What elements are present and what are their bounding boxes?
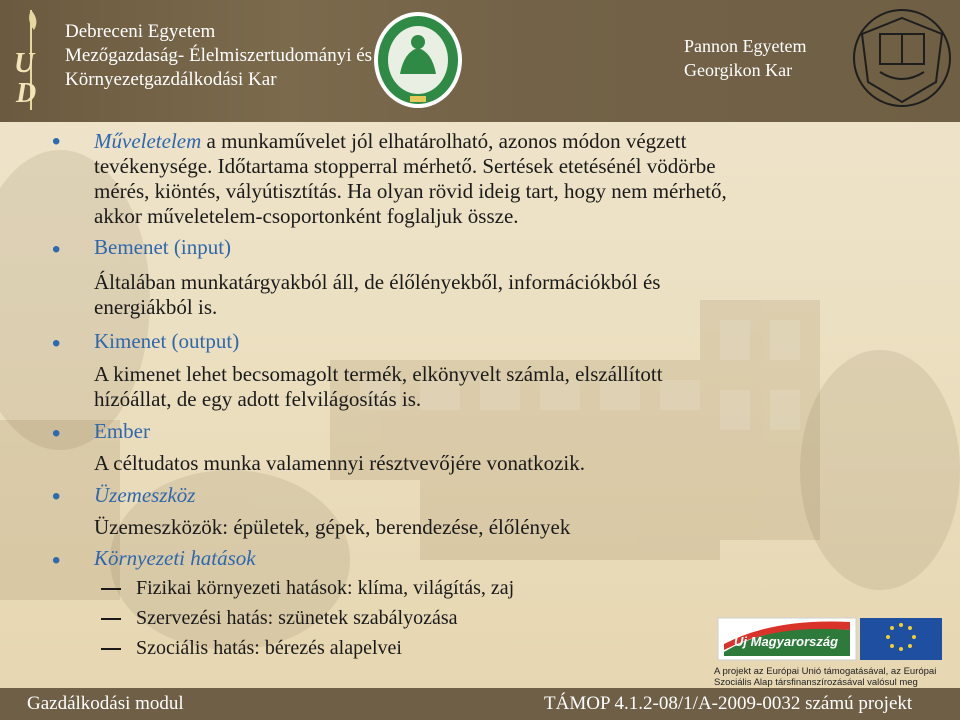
paragraph-line: energiákból is. <box>94 295 218 319</box>
paragraph-line: hízóállat, de egy adott felvilágosítás is. <box>94 387 422 411</box>
heading-kornyezeti-hatasok: Környezeti hatások <box>94 546 256 570</box>
subitem-szocialis: Szociális hatás: bérezés alapelvei <box>136 637 402 659</box>
paragraph-uzemeszkoz <box>94 515 854 540</box>
paragraph-kimenet <box>94 362 854 412</box>
heading-kimenet: Kimenet (output) <box>94 329 240 353</box>
header-left-line: Környezetgazdálkodási Kar <box>65 69 277 90</box>
bullet-icon <box>52 336 64 348</box>
paragraph-ember <box>94 451 854 476</box>
header-banner <box>0 0 960 122</box>
paragraph-bemenet <box>94 270 854 320</box>
subitem-fizikai: Fizikai környezeti hatások: klíma, világítás, zaj <box>136 577 515 599</box>
term-muveletelem: Műveletelem <box>94 129 202 153</box>
dash-icon <box>101 648 121 650</box>
ud-logo <box>6 6 56 116</box>
paragraph-line: akkor műveletelem-csoportonként foglaljuk össze. <box>94 204 519 228</box>
subitem-szervezesi: Szervezési hatás: szünetek szabályozása <box>136 607 458 629</box>
svg-text:D: D <box>16 78 37 109</box>
bullet-icon <box>52 489 64 501</box>
paragraph-line: A kimenet lehet becsomagolt termék, elkönyvelt számla, elszállított <box>94 362 663 386</box>
header-left-title <box>65 20 372 92</box>
heading-uzemeszkoz: Üzemeszköz <box>94 483 196 507</box>
footer-project-id: TÁMOP 4.1.2-08/1/A-2009-0032 számú projekt <box>544 693 913 714</box>
footer-module-name: Gazdálkodási modul <box>27 693 184 714</box>
eu-caption-line: Szociális Alap társfinanszírozásával valósul meg <box>714 677 918 688</box>
dash-icon <box>101 618 121 620</box>
university-seal-logo <box>370 8 466 112</box>
footer-bar <box>0 688 960 720</box>
paragraph-line: a munkaművelet jól elhatárolható, azonos módon végzett <box>201 129 687 153</box>
eu-caption <box>714 666 960 688</box>
paragraph-line: Üzemeszközök: épületek, gépek, berendezése, élőlények <box>94 515 571 539</box>
paragraph-line: tevékenysége. Időtartama stopperral mérhető. Sertések etetésénél vödörbe <box>94 154 716 178</box>
heading-bemenet: Bemenet (input) <box>94 235 232 259</box>
header-left-line: Mezőgazdaság- Élelmiszertudományi és <box>65 45 373 66</box>
eu-caption-line: A projekt az Európai Unió támogatásával, az Európai <box>714 666 937 677</box>
paragraph-line: A céltudatos munka valamennyi résztvevőjére vonatkozik. <box>94 451 586 475</box>
bullet-icon <box>52 134 64 146</box>
bullet-icon <box>52 553 64 565</box>
header-right-line: Georgikon Kar <box>684 60 793 80</box>
paragraph-line: mérés, kiöntés, vályútisztítás. Ha olyan rövid ideig tart, hogy nem mérhető, <box>94 179 727 203</box>
header-right-line: Pannon Egyetem <box>684 36 807 56</box>
dash-icon <box>101 588 121 590</box>
header-right-title <box>684 34 806 82</box>
bullet-icon <box>52 426 64 438</box>
pannon-seal-logo <box>850 4 954 112</box>
paragraph-line: Általában munkatárgyakból áll, de élőlényekből, információkból és <box>94 270 661 294</box>
heading-ember: Ember <box>94 419 150 443</box>
svg-text:Új Magyarország: Új Magyarország <box>734 634 839 649</box>
paragraph-muveletelem <box>94 129 854 229</box>
bullet-icon <box>52 242 64 254</box>
header-left-line: Debreceni Egyetem <box>65 21 216 42</box>
svg-text:U: U <box>14 48 35 79</box>
